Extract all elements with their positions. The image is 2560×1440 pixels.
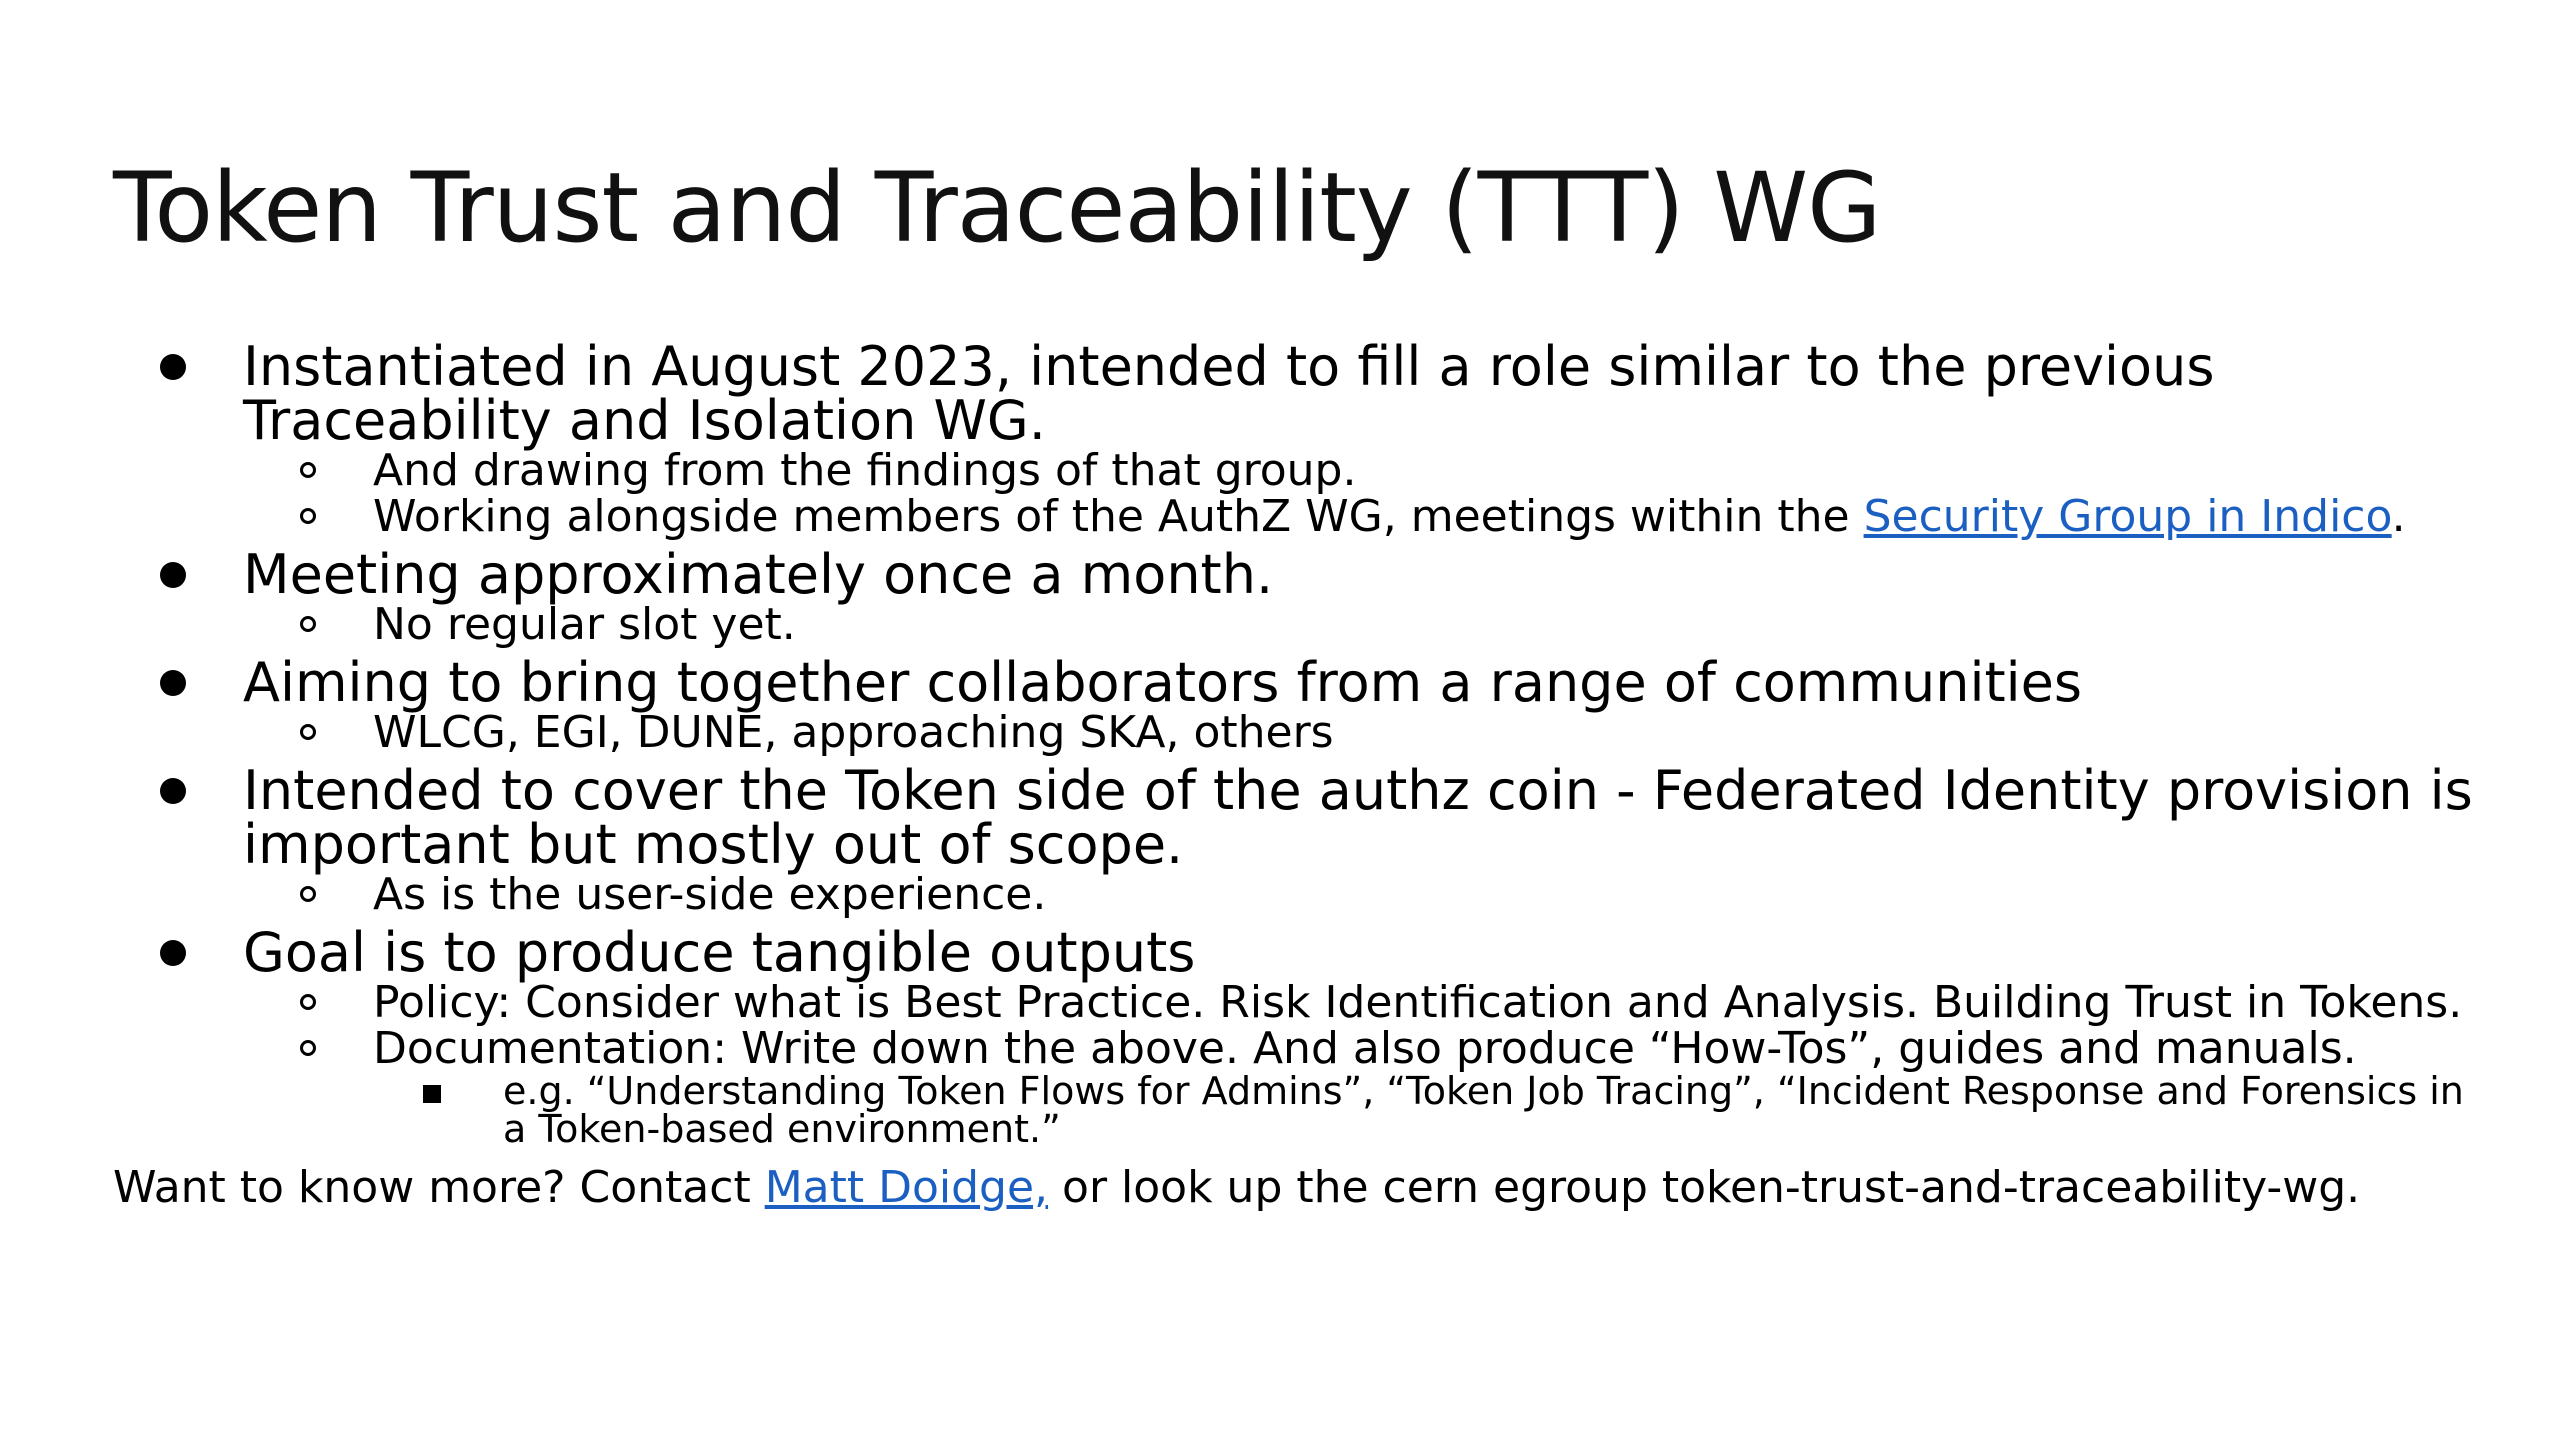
bullet-text: Aiming to bring together collaborators from a range of communities xyxy=(243,651,2082,714)
sub-sub-bullet-text: e.g. “Understanding Token Flows for Admins”, “Token Job Tracing”, “Incident Response and Forensics in a Token-based environment.” xyxy=(503,1069,2464,1151)
sub-bullet-item xyxy=(150,491,2490,542)
footer-text-before: Want to know more? Contact xyxy=(113,1162,765,1213)
contact-footer xyxy=(113,1162,2360,1214)
sub-bullet-text-after: . xyxy=(2391,491,2406,542)
hollow-bullet-icon xyxy=(300,462,316,478)
sub-bullet-item xyxy=(150,1023,2490,1074)
hollow-bullet-icon xyxy=(300,886,316,902)
bullet-text: Instantiated in August 2023, intended to fill a role similar to the previous Traceability and Isolation WG. xyxy=(243,335,2215,452)
hollow-bullet-icon xyxy=(300,508,316,524)
sub-bullet-text: No regular slot yet. xyxy=(373,599,796,650)
filled-bullet-icon xyxy=(160,940,186,966)
filled-bullet-icon xyxy=(160,670,186,696)
sub-bullet-text-before: Working alongside members of the AuthZ WG, meetings within the xyxy=(373,491,1864,542)
sub-bullet-item xyxy=(150,869,2490,920)
hollow-bullet-icon xyxy=(300,724,316,740)
filled-bullet-icon xyxy=(160,354,186,380)
sub-bullet-item xyxy=(150,599,2490,650)
bullet-item xyxy=(150,921,2490,984)
sub-bullet-item xyxy=(150,977,2490,1028)
sub-bullet-text: WLCG, EGI, DUNE, approaching SKA, others xyxy=(373,707,1334,758)
slide-title: Token Trust and Traceability (TTT) WG xyxy=(113,152,1881,264)
sub-bullet-item xyxy=(150,707,2490,758)
contact-link[interactable]: Matt Doidge, xyxy=(764,1162,1049,1213)
bullet-text: Meeting approximately once a month. xyxy=(243,543,1274,606)
sub-sub-bullet-item xyxy=(150,1069,2490,1151)
security-group-link[interactable]: Security Group in Indico xyxy=(1863,491,2392,542)
bullet-list xyxy=(150,335,2490,1151)
bullet-text: Goal is to produce tangible outputs xyxy=(243,921,1196,984)
sub-bullet-text: Policy: Consider what is Best Practice. Risk Identification and Analysis. Building Trust in Tokens. xyxy=(373,977,2463,1028)
sub-bullet-text: As is the user-side experience. xyxy=(373,869,1047,920)
sub-bullet-text: And drawing from the findings of that group. xyxy=(373,445,1357,496)
hollow-bullet-icon xyxy=(300,1040,316,1056)
hollow-bullet-icon xyxy=(300,616,316,632)
sub-bullet-text: Documentation: Write down the above. And also produce “How-Tos”, guides and manuals. xyxy=(373,1023,2357,1074)
footer-text-after: or look up the cern egroup token-trust-and-traceability-wg. xyxy=(1048,1162,2361,1213)
bullet-item xyxy=(150,543,2490,606)
square-bullet-icon xyxy=(423,1085,441,1103)
bullet-text: Intended to cover the Token side of the authz coin - Federated Identity provision is important but mostly out of scope. xyxy=(243,759,2473,876)
sub-bullet-item xyxy=(150,445,2490,496)
hollow-bullet-icon xyxy=(300,994,316,1010)
filled-bullet-icon xyxy=(160,778,186,804)
bullet-item xyxy=(150,335,2490,452)
filled-bullet-icon xyxy=(160,562,186,588)
bullet-item xyxy=(150,651,2490,714)
bullet-item xyxy=(150,759,2490,876)
